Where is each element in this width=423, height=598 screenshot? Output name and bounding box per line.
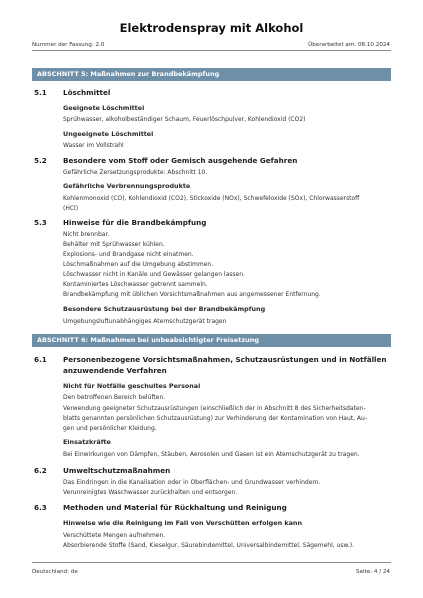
firefighting-line: Kontaminiertes Löschwasser getrennt sammeln. xyxy=(63,281,208,288)
section-5-2-title: Besondere vom Stoff oder Gemisch ausgehende Gefahren xyxy=(63,156,298,165)
section-5-2-number: 5.2 xyxy=(34,156,47,165)
footer-country: Deutschland: de xyxy=(32,569,78,575)
firefighting-line: Behälter mit Sprühwasser kühlen. xyxy=(63,241,165,248)
combustion-products-heading: Gefährliche Verbrennungsprodukte xyxy=(63,182,191,190)
unsuitable-extinguishing-text: Wasser im Vollstrahl xyxy=(63,142,124,149)
page-number: Seite: 4 / 24 xyxy=(356,569,390,575)
decomposition-products-text: Gefährliche Zersetzungsprodukte: Abschnitt 10. xyxy=(63,169,208,176)
cleanup-line: Verschüttete Mengen aufnehmen. xyxy=(63,532,166,539)
section-6-2-number: 6.2 xyxy=(34,466,47,475)
precaution-line: Den betroffenen Bereich belüften. xyxy=(63,394,166,401)
firefighting-line: Nicht brennbar. xyxy=(63,231,110,238)
section-6-1-number: 6.1 xyxy=(34,355,47,364)
cleanup-heading: Hinweise wie die Reinigung im Fall von Verschütten erfolgen kann xyxy=(63,519,303,527)
firefighting-line: Brandbekämpfung mit üblichen Vorsichtsmaßnahmen aus angemessener Entfernung. xyxy=(63,291,321,298)
section-6-3-number: 6.3 xyxy=(34,503,47,512)
cleanup-line: Absorbierende Stoffe (Sand, Kieselgur, Säurebindemittel, Universalbindemittel, Sägemehl, usw.). xyxy=(63,542,355,549)
footer-divider xyxy=(32,562,391,563)
suitable-extinguishing-text: Sprühwasser, alkoholbeständiger Schaum, Feuerlöschpulver, Kohlendioxid (CO2) xyxy=(63,116,306,123)
environmental-line: Das Eindringen in die Kanalisation oder in Oberflächen- und Grundwasser verhindern. xyxy=(63,479,321,486)
section-6-3-title: Methoden und Material für Rückhaltung und Reinigung xyxy=(63,503,287,512)
section-5-1-title: Löschmittel xyxy=(63,88,111,97)
section-6-1-title: Personenbezogene Vorsichtsmaßnahmen, Schutzausrüstungen und in Notfällen xyxy=(63,355,387,364)
firefighting-line: Explosions- und Brandgase nicht einatmen. xyxy=(63,251,194,258)
section-6-1-title-cont: anzuwendende Verfahren xyxy=(63,366,167,375)
document-title: Elektrodenspray mit Alkohol xyxy=(119,21,304,35)
untrained-personnel-heading: Nicht für Notfälle geschultes Personal xyxy=(63,382,201,390)
protective-equipment-text: Umgebungsluftunabhängiges Atemschutzgerät tragen xyxy=(63,318,227,325)
precaution-line: gen und persönlicher Kleidung. xyxy=(63,425,157,432)
section-5-banner: ABSCHNITT 5: Maßnahmen zur Brandbekämpfung xyxy=(32,68,391,81)
unsuitable-extinguishing-heading: Ungeeignete Löschmittel xyxy=(63,130,154,138)
emergency-responders-heading: Einsatzkräfte xyxy=(63,438,111,446)
combustion-products-text-cont: (HCl) xyxy=(63,205,79,212)
emergency-responders-text: Bei Einwirkungen von Dämpfen, Stäuben, Aerosolen und Gasen ist ein Atemschutzgerät zu tragen. xyxy=(63,451,360,458)
header-divider xyxy=(32,50,391,51)
version-number: Nummer der Fassung: 2.0 xyxy=(32,42,105,48)
precaution-line: Verwendung geeigneter Schutzausrüstungen (einschließlich der in Abschnitt 8 des Sicherheitsdaten- xyxy=(63,405,366,412)
suitable-extinguishing-heading: Geeignete Löschmittel xyxy=(63,104,145,112)
environmental-line: Verunreinigtes Waschwasser zurückhalten und entsorgen. xyxy=(63,489,238,496)
section-6-banner: ABSCHNITT 6: Maßnahmen bei unbeabsichtigter Freisetzung xyxy=(32,334,391,347)
firefighting-line: Löschwasser nicht in Kanäle und Gewässer gelangen lassen. xyxy=(63,271,245,278)
firefighting-line: Löschmaßnahmen auf die Umgebung abstimmen. xyxy=(63,261,214,268)
section-6-2-title: Umweltschutzmaßnahmen xyxy=(63,466,171,475)
revision-date: Überarbeitet am: 08.10.2024 xyxy=(308,42,390,48)
precaution-line: blatts genannten persönlichen Schutzausrüstung) zur Verhinderung der Kontamination von Haut, Au- xyxy=(63,415,368,422)
section-5-3-title: Hinweise für die Brandbekämpfung xyxy=(63,218,207,227)
section-5-1-number: 5.1 xyxy=(34,88,47,97)
protective-equipment-heading: Besondere Schutzausrüstung bei der Brandbekämpfung xyxy=(63,305,266,313)
section-5-3-number: 5.3 xyxy=(34,218,47,227)
combustion-products-text: Kohlenmonoxid (CO), Kohlendioxid (CO2), Stickoxide (NOx), Schwefeloxide (SOx), Chlorwasserstoff xyxy=(63,195,360,202)
